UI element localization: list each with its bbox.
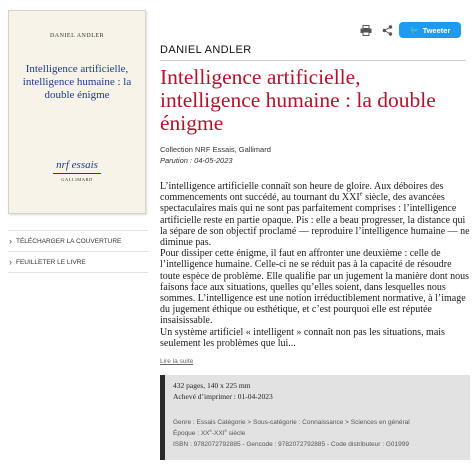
book-details <box>160 375 470 460</box>
summary-paragraph: Un système artificiel « intelligent » connaît non pas les situations, mais seulement les problèmes que lui... <box>160 326 445 349</box>
epoch: Époque : XXe-XXIe siècle <box>173 427 246 437</box>
summary-paragraph: Pour dissiper cette énigme, il faut en affronter une deuxième : celle de l’intelligence humaine. Celle-ci ne se réduit pas à la capacité de résoudre toute espèce de problème. Elle qualifie par un jugement la manière dont nous faisons face aux situations, quelles qu’elles soient, dans lesquelles nous sommes. L’intelligence est une notion irréductiblement normative, à l’image du jugement éthique ou esthétique, et c’est pourquoi elle est réputée insaisissable. <box>160 248 470 327</box>
isbn-info: ISBN : 9782072792885 - Gencode : 9782072792885 - Code distributeur : G01999 <box>173 441 409 448</box>
cover-publisher: GALLIMARD <box>61 177 93 182</box>
print-date: Achevé d’imprimer : 01-04-2023 <box>173 392 273 401</box>
cover-series-mark: nrf essais <box>56 159 98 171</box>
share-icon[interactable] <box>382 25 393 36</box>
page-count: 432 pages, 140 x 225 mm <box>173 381 251 390</box>
tweet-label: Tweeter <box>422 25 451 35</box>
book-cover <box>8 10 146 214</box>
summary-paragraph: L’intelligence artificielle connaît son heure de gloire. Aux déboires des commencements ont succédé, au tournant du XXIe siècle, des avancées spectaculaires mais qui ne sont pas parfaitement comprises : l’intelligence artificielle reste en partie opaque. Pis : elle a beau progresser, la distance qui la sépare de son objectif proclamé — reproduire l’intelligence humaine — ne diminue pas. <box>160 181 470 249</box>
twitter-bird-icon: 🐦 <box>409 25 420 35</box>
cover-title: Intelligence artificielle, intelligence humaine : la double énigme <box>22 63 132 101</box>
genre-category: Genre : Essais Catégorie > Sous-catégorie : Connaissance > Sciences en général <box>173 419 410 426</box>
details-accent-bar <box>160 375 165 460</box>
download-cover-label: TÉLÉCHARGER LA COUVERTURE <box>16 237 122 245</box>
collection-info: Collection NRF Essais, Gallimard <box>160 145 271 154</box>
read-more-link[interactable]: Lire la suite <box>160 358 194 365</box>
browse-book-label: FEUILLETER LE LIVRE <box>16 258 86 266</box>
tweet-button[interactable] <box>399 22 461 38</box>
release-date: Parution : 04-05-2023 <box>160 156 233 165</box>
author-name: DANIEL ANDLER <box>160 44 252 56</box>
chevron-right-icon: › <box>9 236 12 246</box>
browse-book-link[interactable] <box>8 251 148 273</box>
print-icon[interactable] <box>360 25 372 36</box>
cover-rule <box>53 173 101 174</box>
divider <box>160 60 466 61</box>
cover-author: DANIEL ANDLER <box>49 33 105 39</box>
page-title: Intelligence artificielle, intelligence humaine : la double énigme <box>160 65 436 135</box>
chevron-right-icon: › <box>9 257 12 267</box>
download-cover-link[interactable] <box>8 230 148 251</box>
book-summary <box>160 181 470 349</box>
